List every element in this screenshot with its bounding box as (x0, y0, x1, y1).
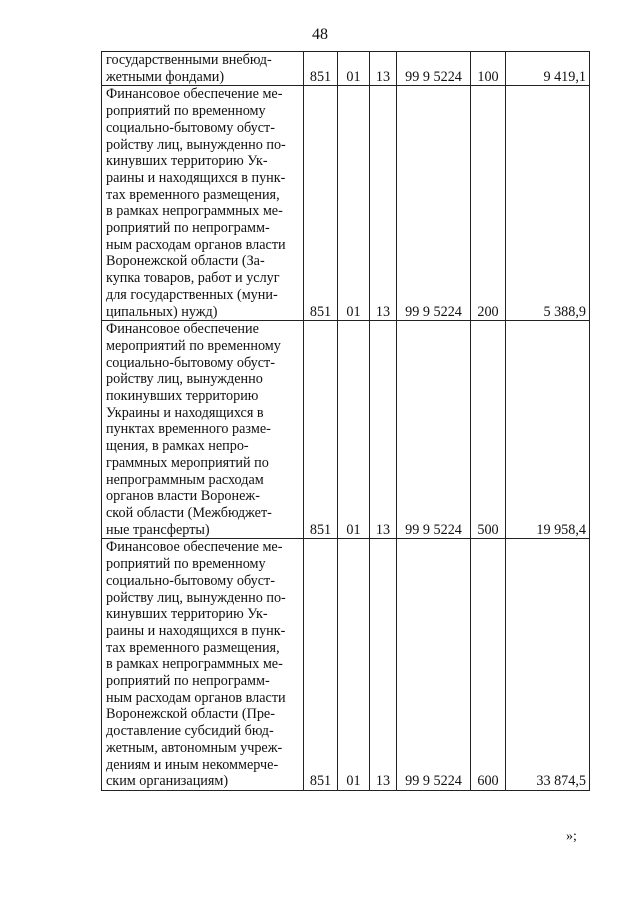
section-code: 01 (338, 52, 370, 86)
subsection-code: 13 (370, 539, 397, 791)
amount: 5 388,9 (506, 86, 590, 321)
ministry-code: 851 (304, 52, 338, 86)
target-article-code: 99 9 5224 (397, 321, 471, 539)
ministry-code: 851 (304, 86, 338, 321)
page-number: 48 (312, 26, 328, 43)
expense-type-code: 600 (471, 539, 506, 791)
table-row (102, 52, 590, 86)
target-article-code: 99 9 5224 (397, 52, 471, 86)
closing-quote-mark: »; (566, 829, 577, 844)
expense-type-code: 100 (471, 52, 506, 86)
target-article-code: 99 9 5224 (397, 539, 471, 791)
table-row (102, 321, 590, 539)
row-description: Финансовое обеспечение ме- роприятий по временному социально-бытовому обуст- ройству лиц, вынужденно по- кинувших территорию Ук- раины и находящихся в пунк- тах временного размещения, в рамках непрограммных ме- роприятий по непрограмм- ным расходам органов власти Воронежской области (За- купка товаров, работ и услуг для государственных (муни- ципальных) нужд) (102, 86, 304, 321)
amount: 33 874,5 (506, 539, 590, 791)
amount: 19 958,4 (506, 321, 590, 539)
table-row (102, 86, 590, 321)
section-code: 01 (338, 86, 370, 321)
row-description: Финансовое обеспечение ме- роприятий по временному социально-бытовому обуст- ройству лиц, вынужденно по- кинувших территорию Ук- раины и находящихся в пунк- тах временного размещения, в рамках непрограммных ме- роприятий по непрограмм- ным расходам органов власти Воронежской области (Пре- доставление субсидий бюд- жетным, автономным учреж- дениям и иным некоммерче- ским организациям) (102, 539, 304, 791)
subsection-code: 13 (370, 86, 397, 321)
section-code: 01 (338, 539, 370, 791)
expense-type-code: 500 (471, 321, 506, 539)
subsection-code: 13 (370, 321, 397, 539)
section-code: 01 (338, 321, 370, 539)
row-description: государственными внебюд- жетными фондами) (102, 52, 304, 86)
subsection-code: 13 (370, 52, 397, 86)
budget-table (101, 51, 590, 791)
amount: 9 419,1 (506, 52, 590, 86)
table-row (102, 539, 590, 791)
ministry-code: 851 (304, 539, 338, 791)
row-description: Финансовое обеспечение мероприятий по временному социально-бытовому обуст- ройству лиц, вынужденно покинувших территорию Украины и находящихся в пунктах временного разме- щения, в рамках непро- граммных мероприятий по непрограммным расходам органов власти Воронеж- ской области (Межбюджет- ные трансферты) (102, 321, 304, 539)
target-article-code: 99 9 5224 (397, 86, 471, 321)
expense-type-code: 200 (471, 86, 506, 321)
ministry-code: 851 (304, 321, 338, 539)
